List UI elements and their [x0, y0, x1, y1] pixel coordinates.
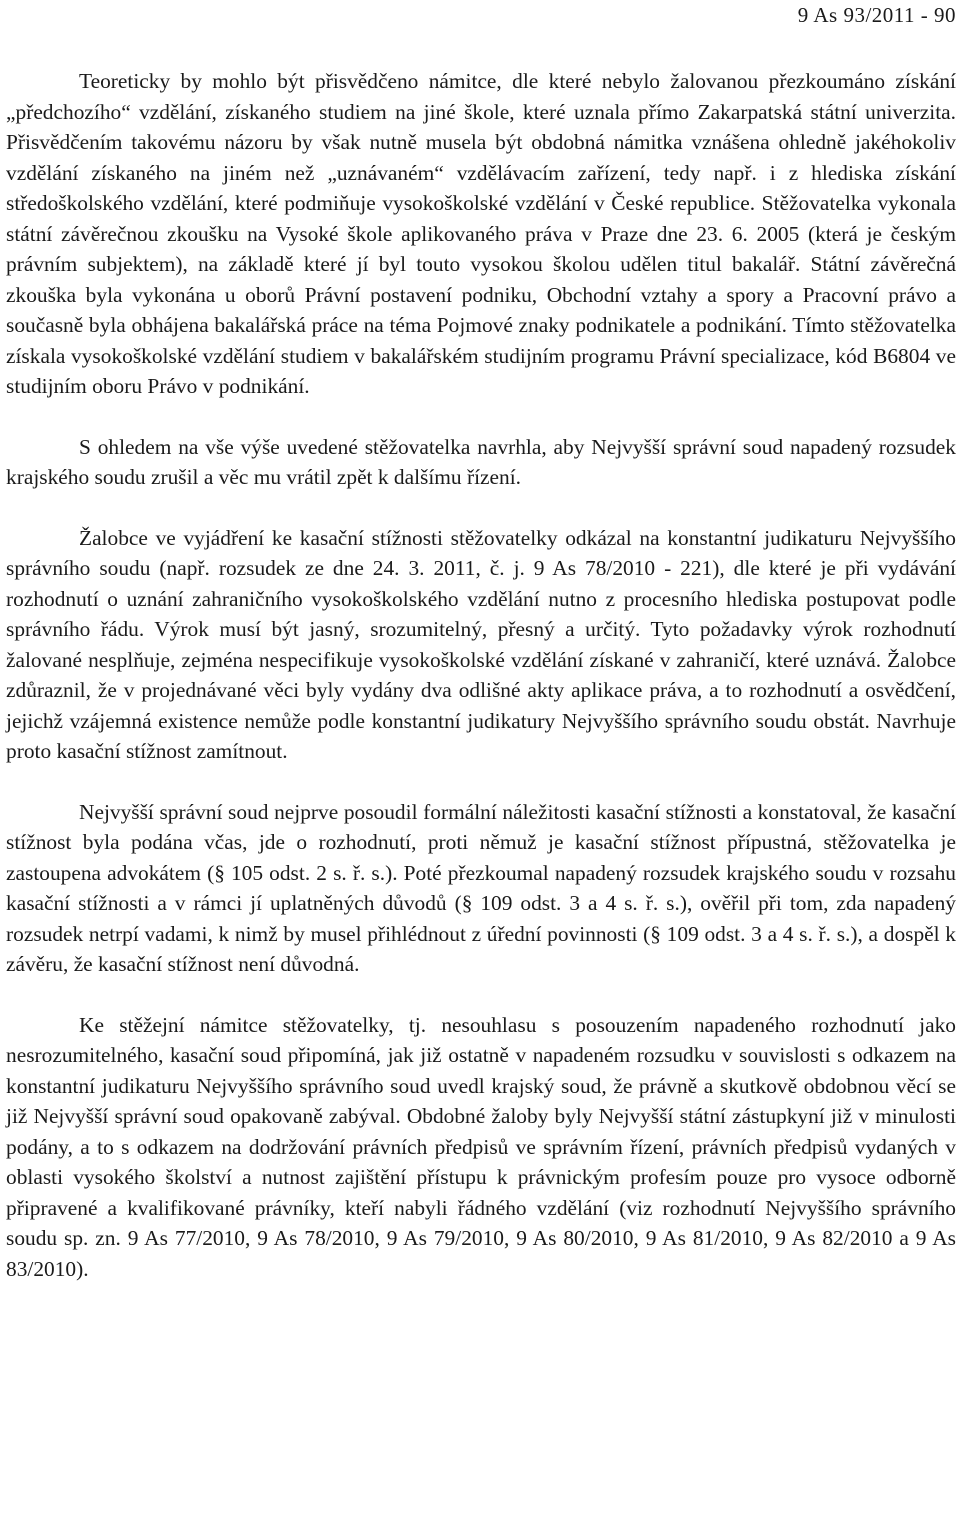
- paragraph-main-objection: Ke stěžejní námitce stěžovatelky, tj. nesouhlasu s posouzením napadeného rozhodnutí jako nesrozumitelného, kasační soud připomíná, jak již ostatně v napadeném rozsudku v souvislosti s odkazem na konstantní judikaturu Nejvyššího správního soud uvedl krajský soud, že právně a skutkově obdobnou věcí se již Nejvyšší správní soud opakovaně zabýval. Obdobné žaloby byly Nejvyšší státní zástupkyní již v minulosti podány, a to s odkazem na dodržování právních předpisů ve správním řízení, právních předpisů vydaných v oblasti vysokého školství a nutnost zajištění přístupu k právnickým profesím pouze pro vysoce odborně připravené a kvalifikované právníky, kteří nabyli řádného vzdělání (viz rozhodnutí Nejvyššího správního soudu sp. zn. 9 As 77/2010, 9 As 78/2010, 9 As 79/2010, 9 As 80/2010, 9 As 81/2010, 9 As 82/2010 a 9 As 83/2010).: [6, 1012, 956, 1281]
- document-body: [6, 66, 956, 1284]
- paragraph-complainant-proposal: S ohledem na vše výše uvedené stěžovatelka navrhla, aby Nejvyšší správní soud napadený rozsudek krajského soudu zrušil a věc mu vrátil zpět k dalšímu řízení.: [6, 434, 956, 489]
- paragraph-court-assessment: Nejvyšší správní soud nejprve posoudil formální náležitosti kasační stížnosti a konstatoval, že kasační stížnost byla podána včas, jde o rozhodnutí, proti němuž je kasační stížnost přípustná, stěžovatelka je zastoupena advokátem (§ 105 odst. 2 s. ř. s.). Poté přezkoumal napadený rozsudek krajského soudu v rozsahu kasační stížnosti a v rámci jí uplatněných důvodů (§ 109 odst. 3 a 4 s. ř. s.), ověřil při tom, zda napadený rozsudek netrpí vadami, k nimž by musel přihlédnout z úřední povinnosti (§ 109 odst. 3 a 4 s. ř. s.), a dospěl k závěru, že kasační stížnost není důvodná.: [6, 799, 956, 976]
- paragraph-plaintiff-statement: Žalobce ve vyjádření ke kasační stížnosti stěžovatelky odkázal na konstantní judikaturu Nejvyššího správního soudu (např. rozsudek ze dne 24. 3. 2011, č. j. 9 As 78/2010 - 221), dle které je při vydávání rozhodnutí o uznání zahraničního vysokoškolského vzdělání nutno z procesního hlediska postupovat podle správního řádu. Výrok musí být jasný, srozumitelný, přesný a určitý. Tyto požadavky výrok rozhodnutí žalované nesplňuje, zejména nespecifikuje vysokoškolské vzdělání získané v zahraničí, které uznává. Žalobce zdůraznil, že v projednávané věci byly vydány dva odlišné akty aplikace práva, a to rozhodnutí a osvědčení, jejichž vzájemná existence nemůže podle konstantní judikatury Nejvyššího správního soudu obstát. Navrhuje proto kasační stížnost zamítnout.: [6, 525, 956, 763]
- paragraph-prior-education: Teoreticky by mohlo být přisvědčeno námitce, dle které nebylo žalovanou přezkoumáno získání „předchozího“ vzdělání, získaného studiem na jiné škole, které uznala přímo Zakarpatská státní univerzita. Přisvědčením takovému názoru by však nutně musela být obdobná námitka vznášena ohledně jakéhokoliv vzdělání získaného na jiném než „uznávaném“ vzdělávacím zařízení, tedy např. i z hlediska získání středoškolského vzdělání, které podmiňuje vysokoškolské vzdělání v České republice. Stěžovatelka vykonala státní závěrečnou zkoušku na Vysoké škole aplikovaného práva v Praze dne 23. 6. 2005 (která je českým právním subjektem), na základě které jí byl touto vysokou školou udělen titul bakalář. Státní závěrečná zkouška byla vykonána u oborů Právní postavení podniku, Obchodní vztahy a spory a Pracovní právo a současně byla obhájena bakalářská práce na téma Pojmové znaky podnikatele a podnikání. Tímto stěžovatelka získala vysokoškolské vzdělání studiem v bakalářském studijním programu Právní specializace, kód B6804 ve studijním oboru Právo v podnikání.: [6, 69, 956, 398]
- page-header-case-number: 9 As 93/2011 - 90: [797, 3, 956, 27]
